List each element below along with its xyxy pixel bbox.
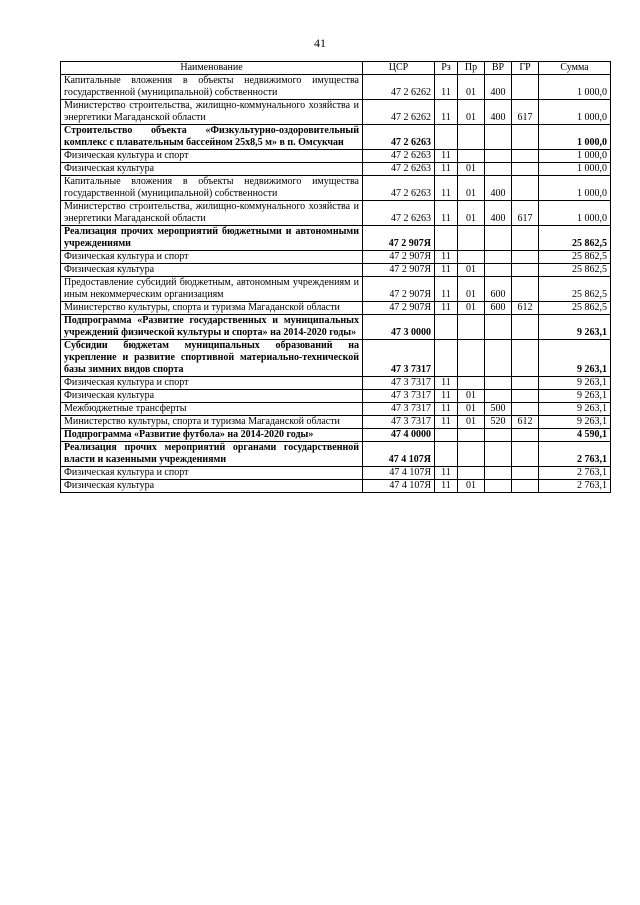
row-pr-cell <box>458 315 485 340</box>
row-csr-cell: 47 4 107Я <box>363 442 435 467</box>
row-gr-cell <box>512 390 539 403</box>
row-pr-cell: 01 <box>458 277 485 302</box>
row-gr-cell <box>512 467 539 480</box>
row-rz-cell: 11 <box>435 403 458 416</box>
table-row <box>61 390 611 403</box>
row-pr-cell <box>458 467 485 480</box>
row-gr-cell <box>512 264 539 277</box>
row-name-cell: Физическая культура <box>61 480 363 493</box>
row-csr-cell: 47 2 907Я <box>363 264 435 277</box>
row-vr-cell <box>485 467 512 480</box>
row-csr-cell: 47 2 6263 <box>363 125 435 150</box>
page-number: 41 <box>314 36 326 50</box>
row-csr-cell: 47 2 907Я <box>363 251 435 264</box>
row-vr-cell <box>485 390 512 403</box>
row-name-cell: Физическая культура <box>61 163 363 176</box>
row-vr-cell: 600 <box>485 302 512 315</box>
table-row <box>61 377 611 390</box>
table-row <box>61 75 611 100</box>
row-csr-cell: 47 2 6263 <box>363 150 435 163</box>
header-rz: Рз <box>435 62 458 75</box>
row-gr-cell <box>512 150 539 163</box>
row-sum-cell: 25 862,5 <box>539 302 611 315</box>
budget-table <box>60 61 611 493</box>
row-name-cell: Физическая культура и спорт <box>61 377 363 390</box>
row-csr-cell: 47 2 6263 <box>363 176 435 201</box>
row-sum-cell: 9 263,1 <box>539 390 611 403</box>
row-sum-cell: 25 862,5 <box>539 264 611 277</box>
row-pr-cell <box>458 340 485 377</box>
row-vr-cell <box>485 226 512 251</box>
row-gr-cell <box>512 176 539 201</box>
row-pr-cell: 01 <box>458 403 485 416</box>
row-pr-cell <box>458 442 485 467</box>
row-gr-cell <box>512 163 539 176</box>
table-row <box>61 251 611 264</box>
row-vr-cell <box>485 150 512 163</box>
row-vr-cell: 400 <box>485 176 512 201</box>
table-row <box>61 302 611 315</box>
row-pr-cell: 01 <box>458 163 485 176</box>
row-vr-cell <box>485 163 512 176</box>
table-row <box>61 429 611 442</box>
row-gr-cell <box>512 125 539 150</box>
row-name-cell: Физическая культура и спорт <box>61 251 363 264</box>
row-rz-cell: 11 <box>435 201 458 226</box>
row-csr-cell: 47 2 6263 <box>363 163 435 176</box>
row-gr-cell <box>512 251 539 264</box>
row-vr-cell: 400 <box>485 201 512 226</box>
row-sum-cell: 4 590,1 <box>539 429 611 442</box>
row-pr-cell <box>458 226 485 251</box>
table-row <box>61 163 611 176</box>
row-csr-cell: 47 2 907Я <box>363 226 435 251</box>
header-gr: ГР <box>512 62 539 75</box>
row-pr-cell: 01 <box>458 75 485 100</box>
row-sum-cell: 9 263,1 <box>539 340 611 377</box>
header-pr: Пр <box>458 62 485 75</box>
row-rz-cell: 11 <box>435 251 458 264</box>
row-sum-cell: 25 862,5 <box>539 226 611 251</box>
row-rz-cell: 11 <box>435 100 458 125</box>
row-csr-cell: 47 3 7317 <box>363 390 435 403</box>
row-csr-cell: 47 2 907Я <box>363 277 435 302</box>
row-vr-cell: 400 <box>485 75 512 100</box>
row-name-cell: Реализация прочих мероприятий бюджетными и автономными учреждениями <box>61 226 363 251</box>
table-header-row <box>61 62 611 75</box>
row-csr-cell: 47 2 6262 <box>363 75 435 100</box>
row-name-cell: Субсидии бюджетам муниципальных образований на укрепление и развитие спортивной материально-технической базы зимних видов спорта <box>61 340 363 377</box>
row-gr-cell <box>512 340 539 377</box>
row-rz-cell <box>435 442 458 467</box>
row-rz-cell: 11 <box>435 163 458 176</box>
row-gr-cell <box>512 277 539 302</box>
table-row <box>61 416 611 429</box>
row-rz-cell <box>435 340 458 377</box>
header-csr: ЦСР <box>363 62 435 75</box>
row-pr-cell <box>458 251 485 264</box>
row-sum-cell: 9 263,1 <box>539 315 611 340</box>
row-vr-cell <box>485 315 512 340</box>
row-gr-cell <box>512 226 539 251</box>
header-sum: Сумма <box>539 62 611 75</box>
row-pr-cell <box>458 429 485 442</box>
row-rz-cell <box>435 429 458 442</box>
row-name-cell: Министерство культуры, спорта и туризма Магаданской области <box>61 416 363 429</box>
row-csr-cell: 47 4 107Я <box>363 480 435 493</box>
row-rz-cell: 11 <box>435 277 458 302</box>
row-name-cell: Физическая культура <box>61 264 363 277</box>
row-sum-cell: 1 000,0 <box>539 201 611 226</box>
row-sum-cell: 9 263,1 <box>539 377 611 390</box>
row-name-cell: Физическая культура <box>61 390 363 403</box>
table-row <box>61 442 611 467</box>
row-sum-cell: 1 000,0 <box>539 176 611 201</box>
table-row <box>61 201 611 226</box>
table-row <box>61 264 611 277</box>
row-vr-cell: 600 <box>485 277 512 302</box>
row-name-cell: Капитальные вложения в объекты недвижимого имущества государственной (муниципальной) собственности <box>61 75 363 100</box>
table-body <box>61 75 611 493</box>
table-row <box>61 100 611 125</box>
row-rz-cell: 11 <box>435 416 458 429</box>
row-csr-cell: 47 3 7317 <box>363 377 435 390</box>
row-csr-cell: 47 3 7317 <box>363 416 435 429</box>
header-vr: ВР <box>485 62 512 75</box>
row-sum-cell: 25 862,5 <box>539 277 611 302</box>
row-sum-cell: 9 263,1 <box>539 403 611 416</box>
row-pr-cell <box>458 125 485 150</box>
row-name-cell: Физическая культура и спорт <box>61 467 363 480</box>
row-vr-cell <box>485 442 512 467</box>
row-rz-cell <box>435 315 458 340</box>
row-sum-cell: 2 763,1 <box>539 467 611 480</box>
row-csr-cell: 47 4 107Я <box>363 467 435 480</box>
row-rz-cell: 11 <box>435 302 458 315</box>
row-sum-cell: 1 000,0 <box>539 100 611 125</box>
row-rz-cell: 11 <box>435 264 458 277</box>
table-row <box>61 467 611 480</box>
row-name-cell: Подпрограмма «Развитие государственных и муниципальных учреждений физической культуры и спорта» на 2014-2020 годы» <box>61 315 363 340</box>
row-pr-cell: 01 <box>458 264 485 277</box>
row-name-cell: Министерство культуры, спорта и туризма Магаданской области <box>61 302 363 315</box>
row-gr-cell: 617 <box>512 100 539 125</box>
row-csr-cell: 47 3 7317 <box>363 403 435 416</box>
row-sum-cell: 1 000,0 <box>539 163 611 176</box>
row-vr-cell: 520 <box>485 416 512 429</box>
row-name-cell: Строительство объекта «Физкультурно-оздоровительный комплекс с плавательным бассейном 25х8,5 м» в п. Омсукчан <box>61 125 363 150</box>
row-gr-cell <box>512 377 539 390</box>
row-vr-cell <box>485 480 512 493</box>
row-gr-cell: 612 <box>512 416 539 429</box>
row-vr-cell <box>485 429 512 442</box>
row-name-cell: Министерство строительства, жилищно-коммунального хозяйства и энергетики Магаданской области <box>61 100 363 125</box>
row-name-cell: Министерство строительства, жилищно-коммунального хозяйства и энергетики Магаданской области <box>61 201 363 226</box>
row-pr-cell: 01 <box>458 480 485 493</box>
row-rz-cell: 11 <box>435 480 458 493</box>
table-row <box>61 277 611 302</box>
row-csr-cell: 47 2 907Я <box>363 302 435 315</box>
row-pr-cell: 01 <box>458 100 485 125</box>
row-gr-cell <box>512 403 539 416</box>
row-vr-cell <box>485 340 512 377</box>
row-sum-cell: 1 000,0 <box>539 125 611 150</box>
table-row <box>61 403 611 416</box>
row-vr-cell <box>485 251 512 264</box>
row-gr-cell <box>512 429 539 442</box>
row-name-cell: Межбюджетные трансферты <box>61 403 363 416</box>
row-vr-cell <box>485 125 512 150</box>
row-pr-cell <box>458 150 485 163</box>
row-pr-cell <box>458 377 485 390</box>
row-sum-cell: 1 000,0 <box>539 150 611 163</box>
row-rz-cell: 11 <box>435 150 458 163</box>
row-gr-cell <box>512 315 539 340</box>
row-sum-cell: 2 763,1 <box>539 480 611 493</box>
row-vr-cell <box>485 264 512 277</box>
row-gr-cell <box>512 442 539 467</box>
row-pr-cell: 01 <box>458 390 485 403</box>
row-name-cell: Предоставление субсидий бюджетным, автономным учреждениям и иным некоммерческим организациям <box>61 277 363 302</box>
row-csr-cell: 47 3 7317 <box>363 340 435 377</box>
row-rz-cell: 11 <box>435 176 458 201</box>
row-csr-cell: 47 2 6263 <box>363 201 435 226</box>
row-csr-cell: 47 4 0000 <box>363 429 435 442</box>
row-rz-cell <box>435 125 458 150</box>
table-row <box>61 176 611 201</box>
row-sum-cell: 25 862,5 <box>539 251 611 264</box>
row-gr-cell: 617 <box>512 201 539 226</box>
row-rz-cell: 11 <box>435 390 458 403</box>
row-vr-cell: 500 <box>485 403 512 416</box>
table-row <box>61 150 611 163</box>
row-name-cell: Капитальные вложения в объекты недвижимого имущества государственной (муниципальной) собственности <box>61 176 363 201</box>
table-row <box>61 125 611 150</box>
row-gr-cell <box>512 75 539 100</box>
row-pr-cell: 01 <box>458 416 485 429</box>
row-csr-cell: 47 3 0000 <box>363 315 435 340</box>
row-vr-cell: 400 <box>485 100 512 125</box>
header-name: Наименование <box>61 62 363 75</box>
row-name-cell: Реализация прочих мероприятий органами государственной власти и казенными учреждениями <box>61 442 363 467</box>
row-pr-cell: 01 <box>458 201 485 226</box>
row-sum-cell: 2 763,1 <box>539 442 611 467</box>
row-csr-cell: 47 2 6262 <box>363 100 435 125</box>
row-rz-cell: 11 <box>435 467 458 480</box>
table-row <box>61 340 611 377</box>
row-pr-cell: 01 <box>458 176 485 201</box>
row-sum-cell: 9 263,1 <box>539 416 611 429</box>
row-rz-cell <box>435 226 458 251</box>
table-row <box>61 480 611 493</box>
row-name-cell: Физическая культура и спорт <box>61 150 363 163</box>
table-row <box>61 315 611 340</box>
table-row <box>61 226 611 251</box>
row-pr-cell: 01 <box>458 302 485 315</box>
row-vr-cell <box>485 377 512 390</box>
row-gr-cell <box>512 480 539 493</box>
row-name-cell: Подпрограмма «Развитие футбола» на 2014-2020 годы» <box>61 429 363 442</box>
row-sum-cell: 1 000,0 <box>539 75 611 100</box>
row-rz-cell: 11 <box>435 75 458 100</box>
row-rz-cell: 11 <box>435 377 458 390</box>
row-gr-cell: 612 <box>512 302 539 315</box>
